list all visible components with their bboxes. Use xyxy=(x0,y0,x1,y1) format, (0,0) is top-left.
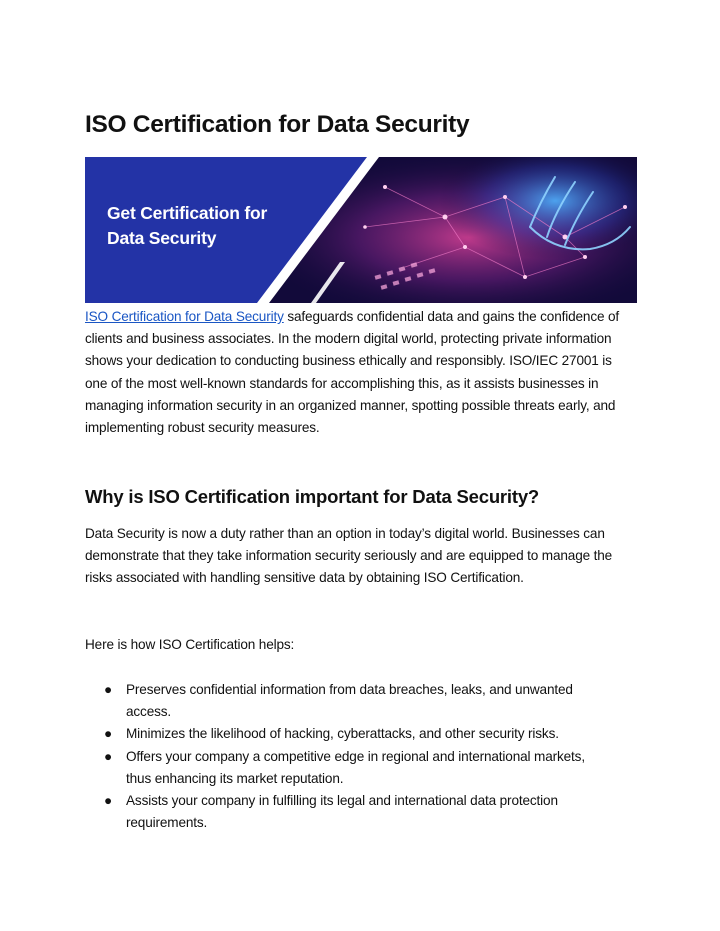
list-item-text: Assists your company in fulfilling its legal and international data protection requirements. xyxy=(126,793,558,831)
bullet-icon: ● xyxy=(104,682,113,697)
list-item-text: Preserves confidential information from data breaches, leaks, and unwanted access. xyxy=(126,682,573,720)
banner-line-1: Get Certification for xyxy=(107,203,268,223)
intro-text: safeguards confidential data and gains the confidence of clients and business associates. In the modern digital world, protecting private information shows your dedication to conducting business ethically and responsibly. ISO/IEC 27001 is one of the most well-known standards for accomplishing this, as it assists businesses in managing information security in an organized manner, spotting possible threats early, and implementing robust security measures. xyxy=(85,309,620,436)
list-item-text: Offers your company a competitive edge in regional and international markets, thus enhancing its market reputation. xyxy=(126,748,585,786)
benefits-list xyxy=(85,679,637,834)
bullet-icon: ● xyxy=(104,793,113,809)
page-title: ISO Certification for Data Security xyxy=(85,111,470,138)
iso-certification-link[interactable]: ISO Certification for Data Security xyxy=(85,309,284,324)
list-item xyxy=(85,790,637,834)
bullet-icon: ● xyxy=(104,726,113,742)
banner-heading xyxy=(107,201,267,251)
banner-line-2: Data Security xyxy=(107,228,217,248)
list-item-text: Minimizes the likelihood of hacking, cyberattacks, and other security risks. xyxy=(126,726,559,742)
list-item xyxy=(85,746,637,790)
hero-banner-image xyxy=(85,157,637,303)
section-heading: Why is ISO Certification important for Data Security? xyxy=(85,486,540,507)
section-paragraph: Data Security is now a duty rather than an option in today’s digital world. Businesses can demonstrate that they take information security seriously and are equipped to manage the risks associated with handling sensitive data by obtaining ISO Certification. xyxy=(85,526,613,586)
list-item xyxy=(85,679,637,723)
intro-paragraph xyxy=(85,306,637,439)
section-lead: Here is how ISO Certification helps: xyxy=(85,637,295,652)
bullet-icon: ● xyxy=(104,748,113,764)
list-item xyxy=(85,723,637,745)
